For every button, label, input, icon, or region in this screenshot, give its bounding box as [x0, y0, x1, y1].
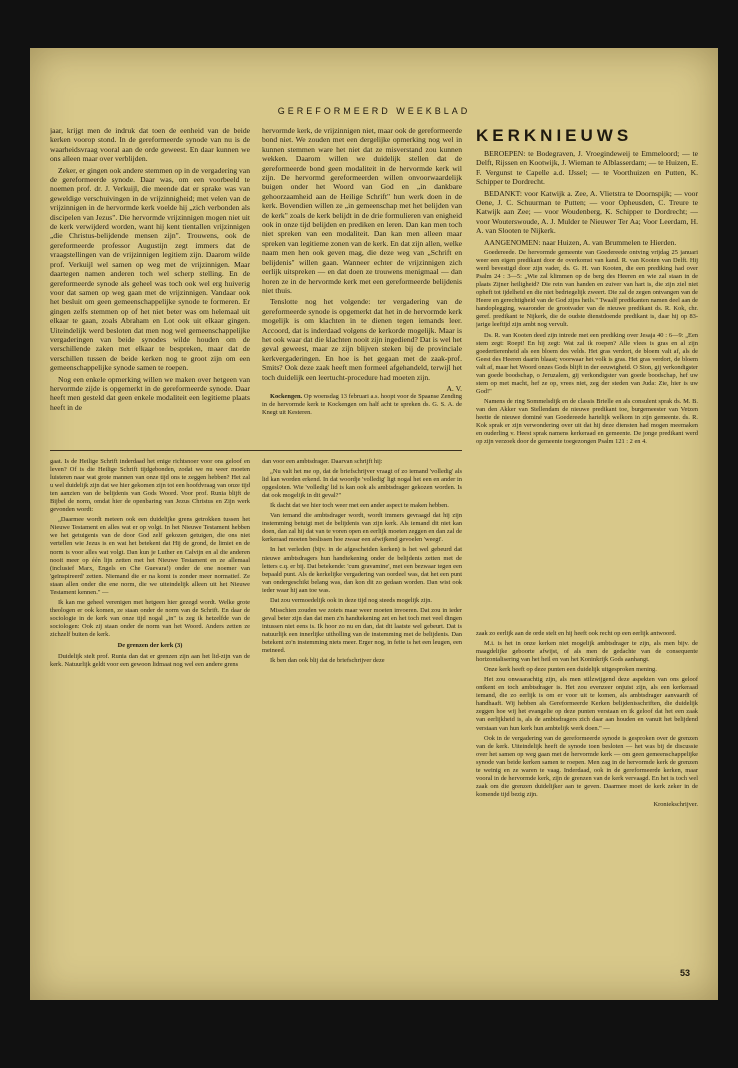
paragraph: zaak zo eerlijk aan de orde stelt en hij heeft ook recht op een eerlijk antwoord.	[476, 630, 677, 637]
paragraph: „Nu valt het me op, dat de briefschrijver vraagt of zo iemand 'volledig' als lid kan worden erkend. In dat woordje 'volledig' ligt nogal het een en ander in opgesloten. Wie 'volledig' lid is kan ook als ambtsdrager gekozen worden. Is dat ook mogelijk in dit geval?"	[262, 468, 462, 500]
paragraph: Misschien zouden we zoiets maar weer moeten invoeren. Dat zou in ieder geval beter zijn dan dat men z'n handtekening zet en het toch met veel dingen intussen niet eens is. Ik hoor zo nu en dan, dat dit laatste wel gebeurt. Dat is natuurlijk een innerlijke uitholling van de instemming met de belijdenis. Dan betekent zo'n instemming niets meer. Erger nog, in feite is het een leugen, een meineed.	[262, 606, 462, 655]
column-5	[262, 458, 462, 998]
column-3	[476, 126, 698, 626]
paragraph: Onze kerk heeft op deze punten een duidelijk uitgesproken mening.	[484, 666, 657, 674]
paragraph: „Daarmee wordt meteen ook een duidelijke grens getrokken tussen het Nieuwe Testament en alles wat er op volgt. In het Nieuwe Testament hebben we het getuigenis van de door God zelf gekozen getuigen, die ons niet vertellen wie Jezus is en wat het betekent dat Hij de grond, de limiet en de norm is voor alles wat volgt. Dan kun je Luther en Calvijn en al die anderen nooit meer op één lijn zetten met het Nieuwe Testament en ze allemaal (inclusief Marx, Engels en Che Guevara!) onder de ene noemer van 'geïnspireerd' zetten. Niemand die er na komt is zonder meer normatief. Ze staan allen onder die ene norm, die we uiteindelijk alleen uit het Nieuwe Testament kennen." —	[50, 516, 250, 596]
column-2	[262, 126, 462, 446]
paragraph: M.i. is het in onze kerken niet mogelijk ambtsdrager te zijn, als men bijv. de maagdelijke geboorte afwijst, of als men de gedachte van de consequente horizontalisering van het heil en van het Koninkrijk Gods aanhangt.	[476, 640, 698, 664]
paragraph: Ik dacht dat we hier toch weer met een ander aspect te maken hebben.	[270, 502, 449, 510]
paragraph: dan voor een ambtsdrager. Daarvan schrijft hij:	[262, 458, 383, 465]
paragraph: Nog een enkele opmerking willen we maken over hetgeen van hervormde zijde is opgemerkt in de gereformeerde synode. Daar heeft men gesteld dat geen enkele modaliteit een legitieme plaats heeft in de	[50, 374, 250, 412]
paragraph: Ik ben dan ook blij dat de briefschrijver deze	[270, 657, 385, 665]
paragraph: BEDANKT: voor Katwijk a. Zee, A. Vlietstra te Doornspijk; — voor Oene, J. C. Schuurman te Putten; — voor Opheusden, C. Treure te Katwijk aan Zee; — voor Woudenberg, K. Schipper te Dordrecht; — voor Wouterswoude, A. J. Mulder te Nieuwer Ter Aa; Voor Leerdam, H. A. van Slooten te Nijkerk.	[476, 188, 698, 236]
paragraph: Ds. R. van Kooten deed zijn intrede met een prediking over Jesaja 40 : 6—9: „Een stem zegt: Roept! En hij zegt: Wat zal ik roepen? Alle vlees is gras en al zijn goedertierenheid als een bloem des velds. Het gras verdort, de bloem valt af, als de Geest des Heeren daarin blaast; voorwaar het volk is gras. Het gras verdort, de bloem valt af, maar het Woord onzes Gods blijft in der eeuwigheid. O Sion, gij verkondigster van goede boodschap, o Jeruzalem, gij verkondigster van goede boodschap, hef uw stem op met macht, hef ze op, vrees niet, zeg der steden van Juda: Zie, hier is uw God!"	[476, 331, 698, 395]
paragraph: Van iemand die ambtsdrager wordt, wordt immers gevraagd dat hij zijn instemming betuigt met de belijdenis van zijn kerk. Als iemand dit niet kan doen, dan zal hij dat van te voren open en eerlijk moeten zeggen en dan zal de kerkeraad moeten beslissen hoe zwaar een afwijkend gevoelen 'weegt'.	[262, 512, 462, 544]
paragraph: BEROEPEN: te Bodegraven, J. Vroegindeweij te Emmeloord; — te Delft, Rijssen en Kootwijk, J. Wieman te Alblasserdam; — te Huizen, E. F. Vergunst te Capelle a.d. IJssel; — te Voorthuizen en Putten, K. Schipper te Dordrecht.	[476, 149, 698, 187]
paragraph: AANGENOMEN: naar Huizen, A. van Brummelen te Hierden.	[484, 237, 677, 247]
notice-text: Op woensdag 13 februari a.s. hoopt voor de Spaanse Zending in de hervormde kerk te Kockengen om half acht te spreken ds. G. S. A. de Knegt uit Kesteren.	[262, 393, 462, 417]
paragraph: jaar, krijgt men de indruk dat toen de eenheid van de beide kerken voorop stond. In de gereformeerde synode van nu is de waarheidsvraag vooral aan de orde geweest. En daar kunnen we ons alleen maar over verblijden.	[50, 126, 250, 164]
divider	[50, 450, 462, 451]
paragraph: Goedereede. De hervormde gemeente van Goedereede ontving vrijdag 25 januari weer een eigen predikant door de overkomst van kand. R. van Kooten van Delft. Hij werd bevestigd door zijn vader, ds. G. H. van Kooten, die een prediking had over Psalm 24 : 3—5: „Wie zal klimmen op de berg des Heeren en wie zal staan in de plaats Zijner heiligheid? Die rein van handen en zuiver van hart is, die zijn ziel niet opheft tot ijdelheid en die niet bedriegelijk zweert. Die zal de zegen ontvangen van de Heere en gerechtigheid van de God zijns heils." Twaalf predikanten namen deel aan de handoplegging, waaronder de grootvader van de nieuwe predikant ds. R. Kok, chr. geref. predikant te Nijkerk, die de oudste dienstdoende predikant is, daar hij op 83-jarige leeftijd zijn ambt nog vervult.	[476, 249, 698, 329]
column-1	[50, 126, 250, 446]
running-head: GEREFORMEERD WEEKBLAD	[277, 106, 471, 116]
paragraph: Duidelijk stelt prof. Runia dan dat er grenzen zijn aan het lid-zijn van de kerk. Natuurlijk geldt voor een gewoon lidmaat nog wel een andere grens	[50, 653, 250, 669]
column-6	[476, 630, 698, 870]
paragraph: Ook in de vergadering van de gereformeerde synode is gesproken over de grenzen van de kerk. Uiteindelijk heeft de synode toen besloten — het was bij de discussie over het samen op weg gaan met de hervormde kerk — om geen gemeenschappelijke synode van beide kerken samen te roepen. Men zag in de hervormde kerk de grenzen te weinig en ze waren te vaag. Inderdaad, ook in de gereformeerde kerken, maar vooral in de hervormde kerk, zijn de grenzen van de kerk vervaagd. En het is toch wel zaak om die grenzen duidelijker aan te geven. Daarmee moet de kerk zeker in de komende tijd bezig zijn.	[476, 734, 698, 798]
paragraph: Tenslotte nog het volgende: ter vergadering van de gereformeerde synode is opgemerkt dat het in de hervormde kerk mogelijk is om klachten in te dienen tegen iemands leer. Accoord, dat is inderdaad volgens de kerkorde mogelijk. Maar is het ook waar dat die klachten nooit zijn ingediend? Dat is wel het geval geweest, maar ze zijn blijven steken bij de provinciale kerkvergaderingen. En hoe is het gegaan met de zaak-prof. Smits? Ook deze zaak heeft men formeel afgehandeld, terwijl het toch duidelijk een leertucht-procedure had moeten zijn.	[262, 297, 462, 382]
paragraph: Dat zou vermoedelijk ook in deze tijd nog steeds mogelijk zijn.	[270, 596, 433, 604]
paragraph: Namens de ring Sommelsdijk en de classis Brielle en als consulent sprak ds. M. B. van den Akker van Stellendam de nieuwe predikant toe, burgemeester van Vetzen heette de nieuwe dominé van Goedereede hartelijk welkom in zijn gemeente. ds. R. Kok sprak er zijn verwondering over uit dat hij deze diensten had mogen meemaken en ouderling v. Heest sprak namens kerkeraad en gemeente. De jonge predikant werd op zijn verzoek door de gemeente toegezongen Psalm 121 : 2 en 4.	[476, 397, 698, 446]
paragraph: Het zou onwaarachtig zijn, als men stilzwijgend deze aspekten van ons geloof ontkent en toch ambtsdrager is. Het zou evenzeer onjuist zijn, als een kerkeraad iemand, die zo eerlijk is om er voor uit te komen, als ambtsdrager aanvaardt of handhaaft. Wij hebben als Gereformeerde Kerken belijdenisschriften, die duidelijk zeggen hoe wij het evangelie op deze punten verstaan en ik geloof dat het een zaak van eerlijkheid is, als de ambtsdragers zich daar aan houden en vanuit het belijdend verstaan van hun kerk hun ambtelijk werk doen." —	[476, 676, 698, 732]
paragraph: gaat. Is de Heilige Schrift inderdaad het enige richtsnoer voor ons geloof en leven? Of is die Heilige Schrift tijdgebonden, zodat we nu weer moeten luisteren naar wat grote mannen van onze tijd ons te zeggen hebben? Het zal u wel duidelijk zijn dat we hier gekomen zijn tot een hoofdvraag van onze tijd ten aanzien van de belijdenis van Gods Woord. Voor prof. Runia blijft de Bijbel de norm, omdat hier de openbaring van Jezus Christus en Zijn werk gevonden wordt:	[50, 458, 250, 514]
paragraph: In het verleden (bijv. in de afgescheiden kerken) is het wel gebeurd dat nieuwe ambtsdragers hun handtekening onder de belijdenis zetten met de letters c.q. er bij. Dat betekende: 'cum gravamine', met een bezwaar tegen een bepaald punt. Als de kerkelijke vergadering van oordeel was, dat het een punt van ondergeschikt belang was, dan kon dit zo gedaan worden. Dan wist ook ieder waar hij aan toe was.	[262, 546, 462, 594]
section-title: KERKNIEUWS	[476, 126, 633, 145]
paragraph: Zeker, er gingen ook andere stemmen op in de vergadering van de gereformeerde synode. Daar was, om een voorbeeld te noemen prof. dr. J. Verkuijl, die meende dat er sprake was van geweldige verschuivingen in de vrijzinnigheid; met velen van de vrijzinnigen in de hervormde kerk voelde hij „zich verbonden als discipelen van Jezus". Die hervormde vrijzinnigen mogen niet uit de kerk verwijderd worden, want hij kent tientallen vrijzinnigen „die Christus-belijdende mensen zijn". Trouwens, ook de gereformeerde professor Augustijn zegt immers dat de vraagstellingen van de vrijzinnigen legitiem zijn. Daarom wilde prof. Verkuijl wel samen op weg met de vrijzinnigen. Maar daartegen namen anderen toch wel scherp stelling. En de gereformeerde synode als geheel was toch ook wel erg huiverig voor dat samen op weg gaan met de vrijzinnigen. Vandaar ook het besluit om geen gemeenschappelijke synode te formeren. Er gingen zelfs stemmen op of het niet beter was om helemaal uit elkaar te gaan, zoals Abraham en Lot ook uit elkaar gingen. Uiteindelijk werd besloten dat men nog wel gemeenschappelijke vergaderingen van beide synodes wilde houden om de verschillende zaken met elkaar te bespreken, maar dat de verschillen tussen de beide kerken nog te groot zijn om een gemeenschappelijke synode samen te roepen.	[50, 165, 250, 373]
newspaper-page	[30, 48, 718, 1000]
column-4	[50, 458, 250, 998]
page-number: 53	[679, 968, 690, 978]
signature: Kroniekschrijver.	[653, 800, 698, 808]
notice-place: Kockengen.	[270, 393, 303, 401]
subheading: De grenzen der kerk (3)	[117, 642, 183, 650]
signature: A. V.	[446, 383, 462, 393]
paragraph: hervormde kerk, de vrijzinnigen niet, maar ook de gereformeerde bond niet. We zouden met een dergelijke opmerking nog wel in kunnen stemmen ware het niet dat ze misverstand zou kunnen wekken. Daarom willen we duidelijk stellen dat de gereformeerde bond geen modaliteit in de hervormde kerk wil zijn. De hervormd gereformeerden willen onvoorwaardelijk buigen onder het Woord van God en „in dankbare gehoorzaamheid aan de Heilige Schrift" hun werk doen in de kerk. Bovendien willen ze „in gemeenschap met het belijden van de kerk" zoals de kerk belijdt in de drie formulieren van enigheid ook in onze tijd belijden en prediken en leren. Dan kan men toch niet spreken van een modaliteit. Dan kan men alleen maar spreken van legitieme zonen van de kerk. En dat zijn allen, welke naam men hen ook geven mag, die deze weg van „Schrift en belijdenis" willen gaan. Wanneer echter de vrijzinnigen zich eerlijk uitspreken — en dat doen ze trouwens menigmaal — dan horen ze in de hervormde kerk met een gereformeerde belijdenis niet thuis.	[262, 126, 462, 295]
paragraph: Ik kan me geheel verenigen met hetgeen hier gezegd wordt. Welke grote theologen er ook komen, ze staan onder de norm van de Schrift. En daar de sociologie in de kerk van onze tijd nogal „in" is zeg ik hetzelfde van de sociologen: Ook zij staan onder de norm van het Woord. Anders zetten ze zichzelf buiten de kerk.	[50, 598, 250, 638]
notice	[262, 393, 462, 417]
